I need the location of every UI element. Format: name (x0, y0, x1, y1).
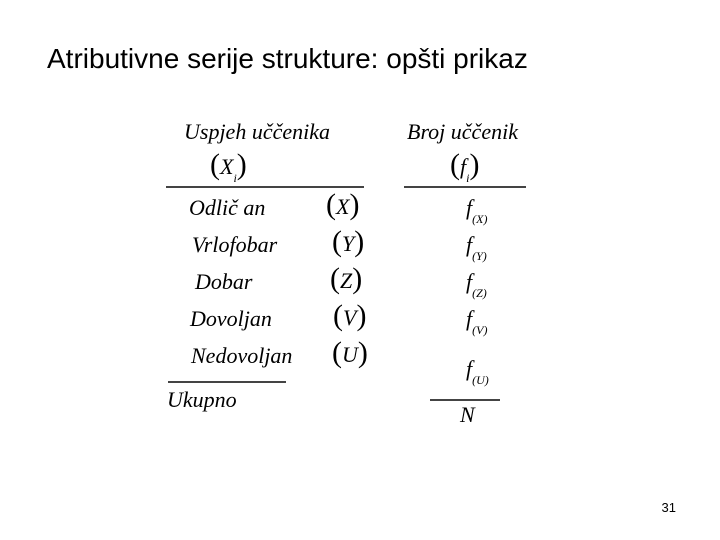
row-symbol-5: (U) (332, 336, 368, 369)
page-number: 31 (661, 500, 676, 515)
total-rule-left (168, 381, 286, 383)
row-freq-1: $f_{(X)}$ (466, 195, 488, 226)
row-label-5: Nedovoljan (191, 343, 293, 368)
col1-header: Uspjeh uččenika (184, 119, 330, 144)
row-symbol-1: (X) (326, 188, 360, 221)
slide-title: Atributivne serije strukture: opšti prikaz (47, 43, 528, 74)
row-label-1: Odlič an (189, 195, 266, 220)
col2-symbol: $(f_i)$ (450, 148, 480, 185)
row-freq-2: $f_{(Y)}$ (466, 232, 487, 263)
row-freq-3: $f_{(Z)}$ (466, 269, 487, 300)
col2-header-rule (404, 186, 526, 188)
col2-header: Broj uččenik (407, 119, 518, 144)
row-label-3: Dobar (195, 269, 253, 294)
row-label-4: Dovoljan (190, 306, 272, 331)
row-freq-4: $f_{(V)}$ (466, 306, 488, 337)
row-symbol-4: (V) (333, 299, 367, 332)
total-rule-right (430, 399, 500, 401)
total-label: Ukupno (167, 387, 237, 412)
row-label-2: Vrlofobar (192, 232, 278, 257)
total-value: N (460, 402, 475, 427)
row-symbol-2: (Y) (332, 225, 365, 258)
col1-symbol: $(X_i)$ (210, 148, 247, 185)
row-freq-5: $f_{(U)}$ (466, 356, 489, 387)
row-symbol-3: (Z) (330, 262, 363, 295)
